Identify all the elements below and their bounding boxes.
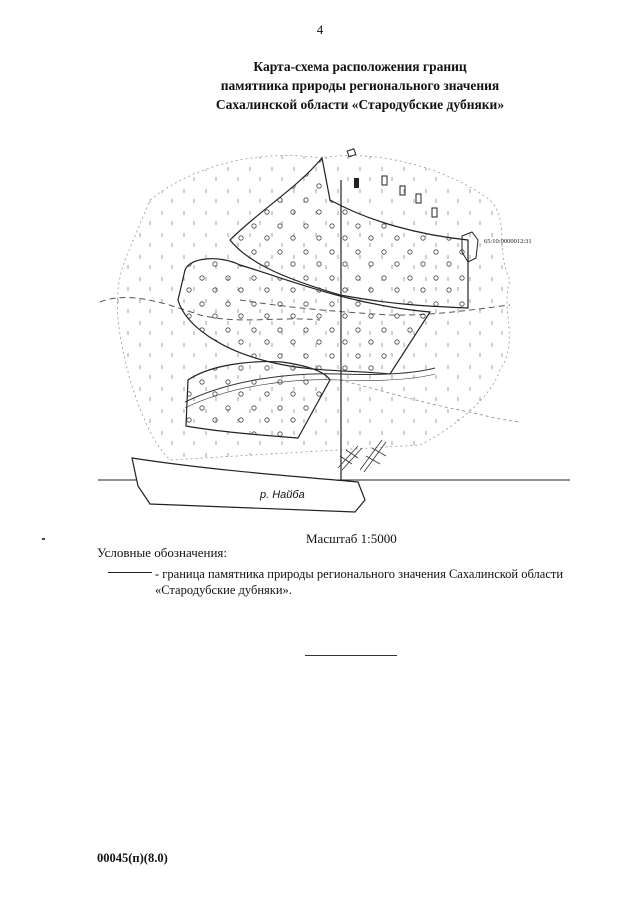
legend-item-text: - граница памятника природы регионального значения Сахалинской области «Стародубские дубняки». xyxy=(155,567,564,597)
page-number: 4 xyxy=(316,22,324,37)
separator-line xyxy=(305,655,397,656)
title-line-2: памятника природы регионального значения xyxy=(220,78,500,93)
legend-heading: Условные обозначения: xyxy=(97,545,228,560)
river-label: р. Найба xyxy=(260,489,305,501)
scale-text: Масштаб 1:5000 xyxy=(306,531,397,546)
river xyxy=(132,458,365,512)
parcel-label: 65:10:0000012:31 xyxy=(484,238,532,245)
title-line-1: Карта-схема расположения границ xyxy=(253,59,467,74)
map-title xyxy=(130,57,590,114)
title-line-3: Сахалинской области «Стародубские дубняки» xyxy=(215,97,505,112)
boundary-map xyxy=(90,140,570,515)
stray-mark xyxy=(42,538,45,540)
document-code: 00045(п)(8.0) xyxy=(97,851,168,865)
legend-boundary-line-symbol xyxy=(108,572,152,573)
building xyxy=(354,178,359,188)
